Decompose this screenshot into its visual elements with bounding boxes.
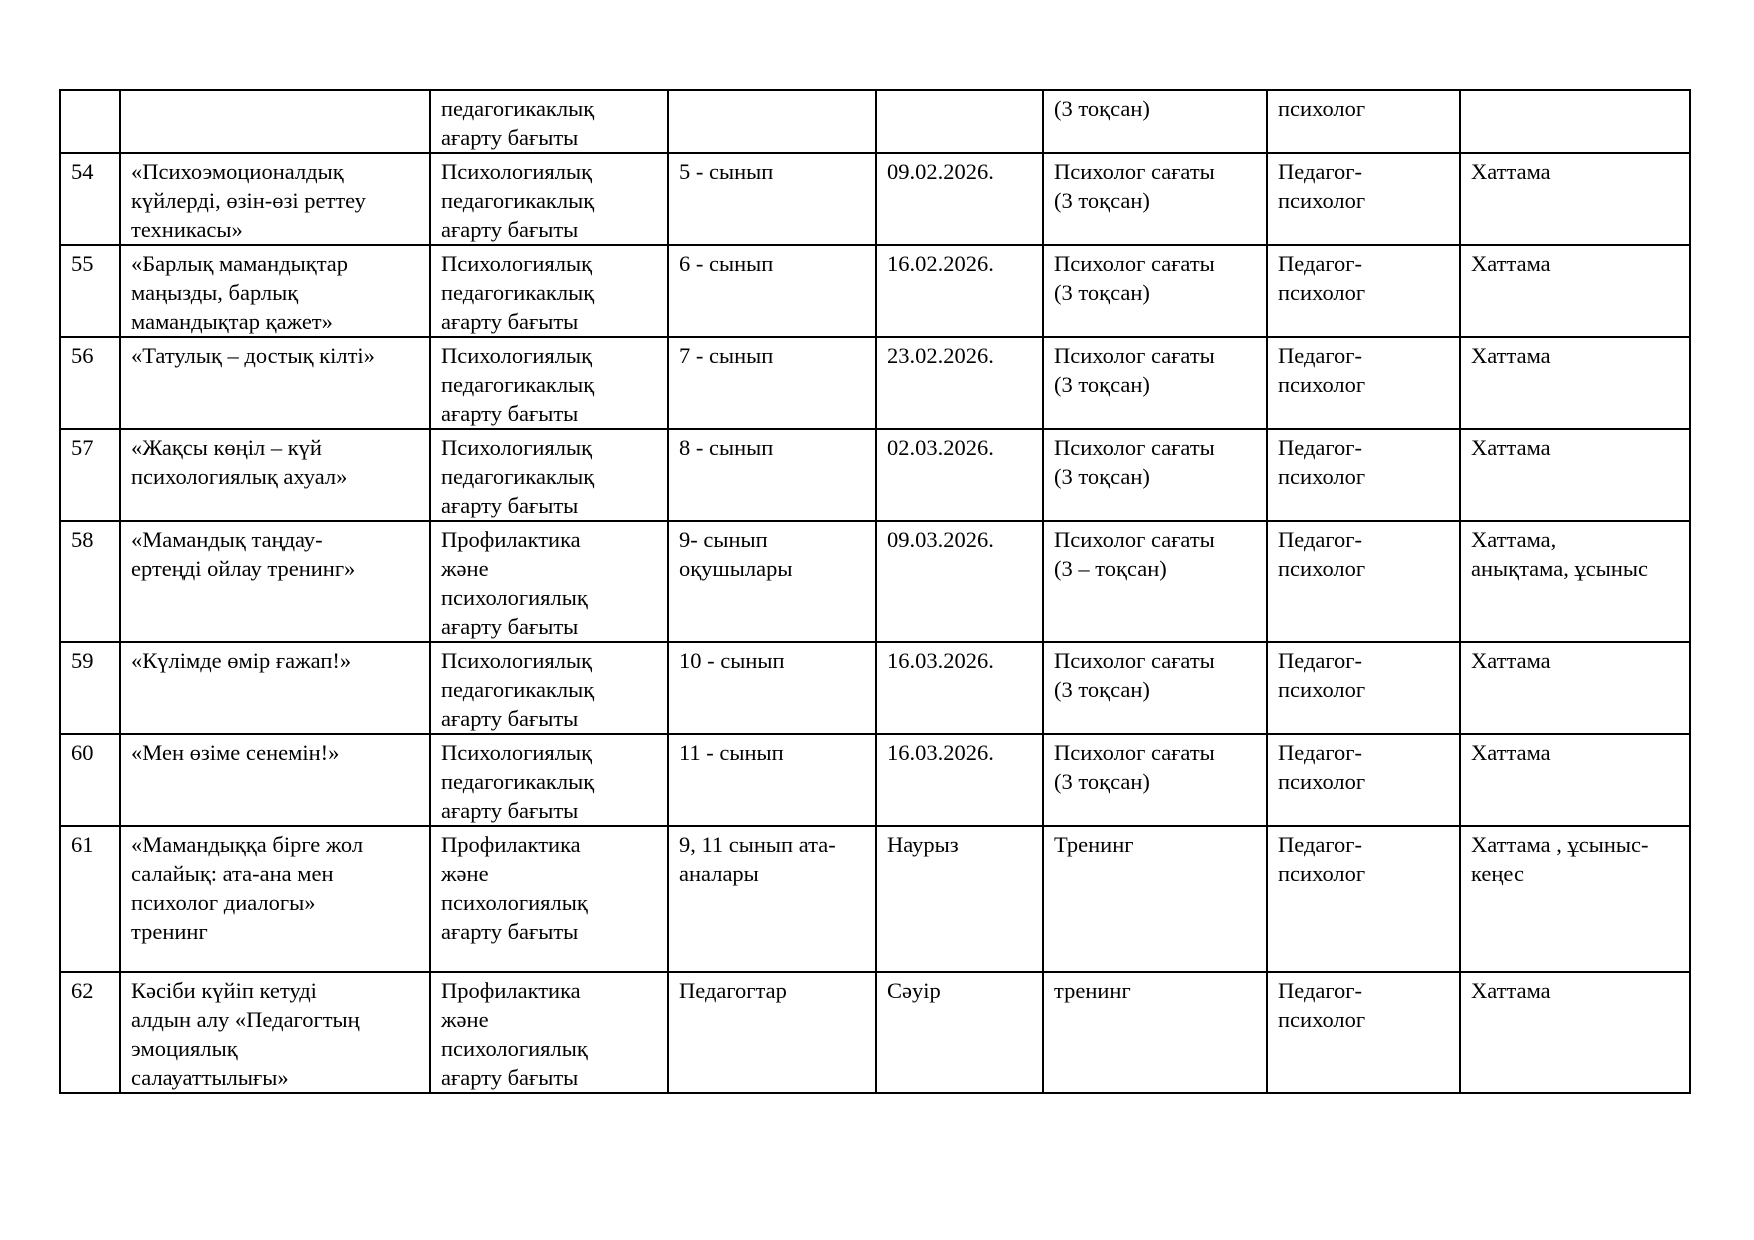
cell-form: Психолог сағаты (3 – тоқсан) [1043, 521, 1267, 642]
cell-output: Хаттама [1460, 337, 1690, 429]
cell-form: Психолог сағаты (3 тоқсан) [1043, 642, 1267, 734]
table-row [60, 826, 1690, 972]
cell-form: Тренинг [1043, 826, 1267, 972]
cell-topic: Кәсіби күйіп кетуді алдын алу «Педагогтың эмоциялық салауаттылығы» [120, 972, 430, 1093]
cell-date [876, 90, 1043, 153]
cell-audience: 8 - сынып [668, 429, 876, 521]
cell-date: 16.02.2026. [876, 245, 1043, 337]
cell-number: 58 [60, 521, 120, 642]
cell-direction: Психологиялық педагогикаклық ағарту бағыты [430, 153, 668, 245]
cell-number: 60 [60, 734, 120, 826]
cell-form: Психолог сағаты (3 тоқсан) [1043, 245, 1267, 337]
cell-output: Хаттама , ұсыныс- кеңес [1460, 826, 1690, 972]
cell-audience: Педагогтар [668, 972, 876, 1093]
cell-audience: 5 - сынып [668, 153, 876, 245]
table-row [60, 245, 1690, 337]
cell-responsible: Педагог- психолог [1267, 337, 1460, 429]
cell-topic: «Мамандыққа бірге жол салайық: ата-ана мен психолог диалогы» тренинг [120, 826, 430, 972]
cell-output [1460, 90, 1690, 153]
cell-date: 09.03.2026. [876, 521, 1043, 642]
cell-topic: «Мен өзіме сенемін!» [120, 734, 430, 826]
cell-responsible: психолог [1267, 90, 1460, 153]
cell-direction: Психологиялық педагогикаклық ағарту бағыты [430, 337, 668, 429]
cell-topic: «Барлық мамандықтар маңызды, барлық мамандықтар қажет» [120, 245, 430, 337]
table-row [60, 90, 1690, 153]
cell-topic: «Күлімде өмір ғажап!» [120, 642, 430, 734]
cell-direction: Профилактика және психологиялық ағарту бағыты [430, 521, 668, 642]
cell-topic [120, 90, 430, 153]
cell-form: Психолог сағаты (3 тоқсан) [1043, 337, 1267, 429]
cell-date: Сәуір [876, 972, 1043, 1093]
cell-output: Хаттама [1460, 429, 1690, 521]
cell-responsible: Педагог- психолог [1267, 153, 1460, 245]
cell-direction: Профилактика және психологиялық ағарту бағыты [430, 826, 668, 972]
cell-date: 16.03.2026. [876, 642, 1043, 734]
cell-number: 54 [60, 153, 120, 245]
cell-responsible: Педагог- психолог [1267, 972, 1460, 1093]
table-row [60, 642, 1690, 734]
table-row [60, 521, 1690, 642]
cell-topic: «Психоэмоционалдық күйлерді, өзін-өзі реттеу техникасы» [120, 153, 430, 245]
table-row [60, 337, 1690, 429]
cell-date: 16.03.2026. [876, 734, 1043, 826]
cell-form: Психолог сағаты (3 тоқсан) [1043, 734, 1267, 826]
cell-responsible: Педагог- психолог [1267, 734, 1460, 826]
cell-number: 62 [60, 972, 120, 1093]
cell-number: 57 [60, 429, 120, 521]
cell-direction: Психологиялық педагогикаклық ағарту бағыты [430, 642, 668, 734]
work-plan-table [59, 89, 1691, 1094]
cell-audience: 9, 11 сынып ата- аналары [668, 826, 876, 972]
cell-topic: «Татулық – достық кілті» [120, 337, 430, 429]
cell-responsible: Педагог- психолог [1267, 642, 1460, 734]
cell-direction: Психологиялық педагогикаклық ағарту бағыты [430, 734, 668, 826]
cell-audience: 9- сынып оқушылары [668, 521, 876, 642]
cell-responsible: Педагог- психолог [1267, 429, 1460, 521]
cell-audience [668, 90, 876, 153]
cell-output: Хаттама [1460, 245, 1690, 337]
cell-number: 56 [60, 337, 120, 429]
cell-audience: 11 - сынып [668, 734, 876, 826]
cell-output: Хаттама [1460, 734, 1690, 826]
cell-date: 23.02.2026. [876, 337, 1043, 429]
cell-direction: педагогикаклық ағарту бағыты [430, 90, 668, 153]
cell-number: 61 [60, 826, 120, 972]
cell-form: Психолог сағаты (3 тоқсан) [1043, 153, 1267, 245]
cell-output: Хаттама [1460, 972, 1690, 1093]
cell-form: тренинг [1043, 972, 1267, 1093]
table-row [60, 153, 1690, 245]
cell-topic: «Жақсы көңіл – күй психологиялық ахуал» [120, 429, 430, 521]
cell-output: Хаттама [1460, 153, 1690, 245]
cell-form: (3 тоқсан) [1043, 90, 1267, 153]
cell-number [60, 90, 120, 153]
cell-date: 02.03.2026. [876, 429, 1043, 521]
cell-audience: 6 - сынып [668, 245, 876, 337]
cell-responsible: Педагог- психолог [1267, 245, 1460, 337]
table-row [60, 429, 1690, 521]
cell-responsible: Педагог- психолог [1267, 521, 1460, 642]
cell-date: Наурыз [876, 826, 1043, 972]
cell-audience: 7 - сынып [668, 337, 876, 429]
table-row [60, 734, 1690, 826]
cell-output: Хаттама [1460, 642, 1690, 734]
cell-topic: «Мамандық таңдау- ертеңді ойлау тренинг» [120, 521, 430, 642]
cell-number: 55 [60, 245, 120, 337]
cell-direction: Профилактика және психологиялық ағарту бағыты [430, 972, 668, 1093]
cell-responsible: Педагог- психолог [1267, 826, 1460, 972]
cell-output: Хаттама, анықтама, ұсыныс [1460, 521, 1690, 642]
cell-direction: Психологиялық педагогикаклық ағарту бағыты [430, 429, 668, 521]
cell-form: Психолог сағаты (3 тоқсан) [1043, 429, 1267, 521]
cell-audience: 10 - сынып [668, 642, 876, 734]
cell-number: 59 [60, 642, 120, 734]
cell-date: 09.02.2026. [876, 153, 1043, 245]
table-row [60, 972, 1690, 1093]
cell-direction: Психологиялық педагогикаклық ағарту бағыты [430, 245, 668, 337]
